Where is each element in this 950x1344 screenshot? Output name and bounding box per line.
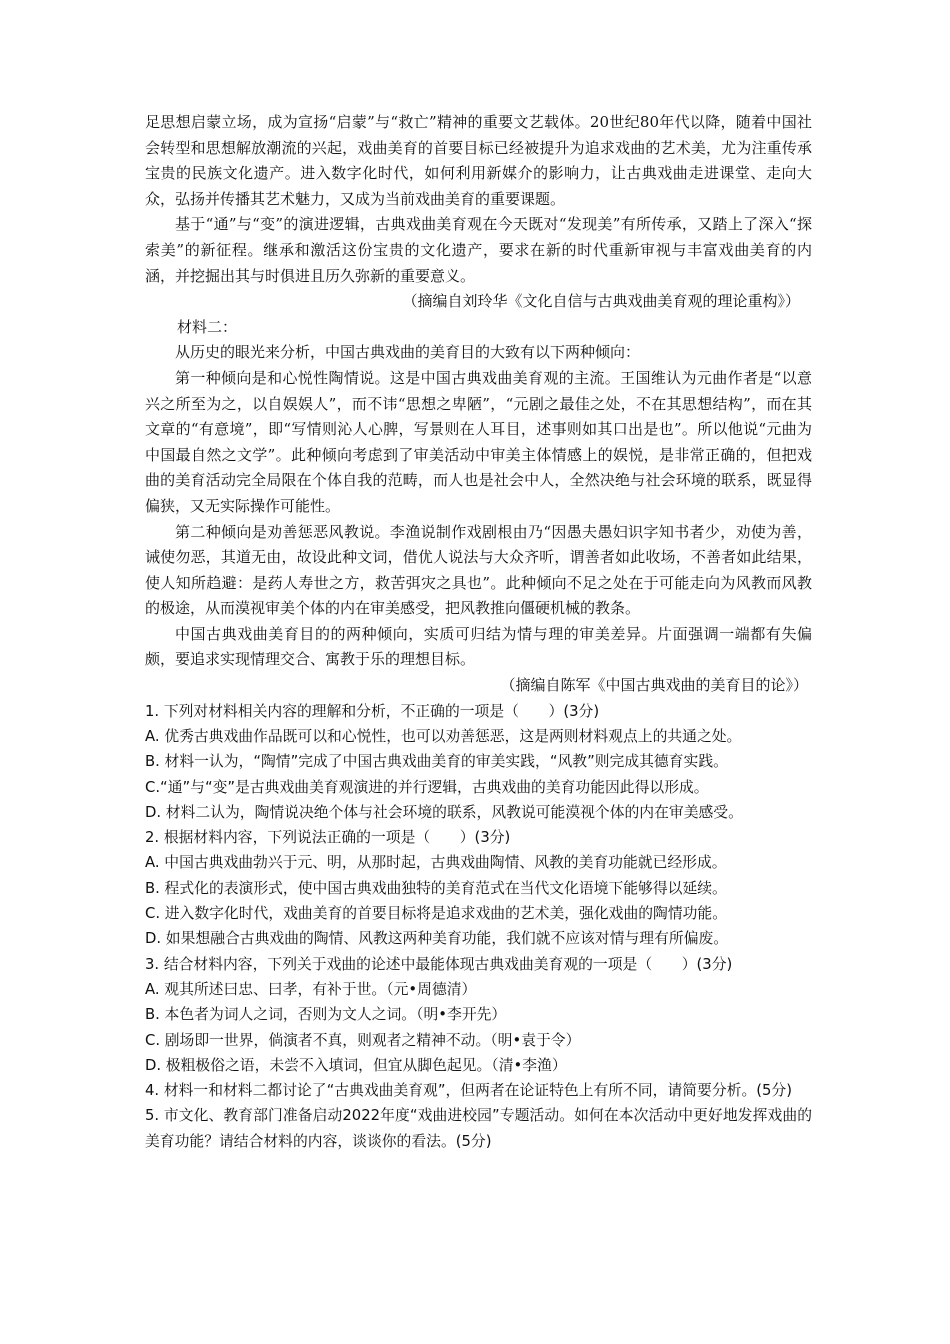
page-content bbox=[145, 110, 812, 1154]
question-stem: 2. 根据材料内容，下列说法正确的一项是（ ）(3分) bbox=[145, 829, 511, 847]
question-5 bbox=[145, 1103, 812, 1154]
question-4 bbox=[145, 1078, 812, 1103]
material-two-paragraph: 第一种倾向是和心悦性陶情说。这是中国古典戏曲美育观的主流。王国维认为元曲作者是“以意兴之所至为之，以自娱娱人”，而不讳“思想之卑陋”，“元剧之最佳之处，不在其思想结构”，而在其文章的“有意境”，即“写情则沁人心脾，写景则在人耳目，述事则如其口出是也”。所以他说“元曲为中国最自然之文学”。此种倾向考虑到了审美活动中审美主体情感上的娱悦，是非常正确的，但把戏曲的美育活动完全局限在个体自我的范畴，而人也是社会中人，全然决绝与社会环境的联系，既显得偏狭，又无实际操作可能性。 bbox=[145, 368, 812, 515]
material-one-source: （摘编自刘玲华《文化自信与古典戏曲美育观的理论重构》） bbox=[402, 292, 800, 311]
question-option: D. 如果想融合古典戏曲的陶情、风教这两种美育功能，我们就不应该对情与理有所偏废。 bbox=[145, 930, 729, 948]
question-option: C. 进入数字化时代，戏曲美育的首要目标将是追求戏曲的艺术美，强化戏曲的陶情功能。 bbox=[145, 905, 728, 923]
question-stem: 4. 材料一和材料二都讨论了“古典戏曲美育观”，但两者在论证特色上有所不同，请简要分析。(5分) bbox=[145, 1082, 792, 1100]
question-2 bbox=[145, 825, 812, 951]
material-two-source: （摘编自陈军《中国古典戏曲的美育目的论》） bbox=[500, 676, 808, 695]
question-option: B. 程式化的表演形式，使中国古典戏曲独特的美育范式在当代文化语境下能够得以延续。 bbox=[145, 879, 727, 897]
question-stem: 5. 市文化、教育部门准备启动2022年度“戏曲进校园”专题活动。如何在本次活动中更好地发挥戏曲的美育功能？请结合材料的内容，谈谈你的看法。(5分) bbox=[145, 1107, 812, 1150]
question-option: A. 观其所述曰忠、曰孝，有补于世。（元•周德清） bbox=[145, 980, 477, 998]
question-option: C. 剧场即一世界，倘演者不真，则观者之精神不动。（明•袁于令） bbox=[145, 1031, 581, 1049]
question-option: D. 材料二认为，陶情说决绝个体与社会环境的联系，风教说可能漠视个体的内在审美感受。 bbox=[145, 803, 743, 821]
material-two-section bbox=[145, 315, 812, 699]
question-option: C.“通”与“变”是古典戏曲美育观演进的并行逻辑，古典戏曲的美育功能因此得以形成。 bbox=[145, 778, 709, 796]
material-one-paragraph: 足思想启蒙立场，成为宣扬“启蒙”与“救亡”精神的重要文艺载体。20世纪80年代以降，随着中国社会转型和思想解放潮流的兴起，戏曲美育的首要目标已经被提升为追求戏曲的艺术美，尤为注重传承宝贵的民族文化遗产。进入数字化时代，如何利用新媒介的影响力，让古典戏曲走进课堂、走向大众，弘扬并传播其艺术魅力，又成为当前戏曲美育的重要课题。 bbox=[145, 113, 812, 208]
material-two-paragraph: 第二种倾向是劝善惩恶风教说。李渔说制作戏剧根由乃“因愚夫愚妇识字知书者少，劝使为善，诫使勿恶，其道无由，故设此种文词，借优人说法与大众齐听，谓善者如此收场，不善者如此结果，使人知所趋避：是药人寿世之方，救苦弭灾之具也”。此种倾向不足之处在于可能走向为风教而风教的极途，从而漠视审美个体的内在审美感受，把风教推向僵硬机械的教条。 bbox=[145, 522, 812, 618]
question-3 bbox=[145, 952, 812, 1078]
question-option: B. 材料一认为，“陶情”完成了中国古典戏曲美育的审美实践，“风教”则完成其德育实践。 bbox=[145, 753, 728, 771]
material-one-paragraph: 基于“通”与“变”的演进逻辑，古典戏曲美育观在今天既对“发现美”有所传承，又踏上了深入“探索美”的新征程。继承和激活这份宝贵的文化遗产，要求在新的时代重新审视与丰富戏曲美育的内涵，并挖掘出其与时俱进且历久弥新的重要意义。 bbox=[145, 215, 812, 285]
material-two-paragraph: 中国古典戏曲美育目的的两种倾向，实质可归结为情与理的审美差异。片面强调一端都有失偏颇，要追求实现情理交合、寓教于乐的理想目标。 bbox=[145, 624, 812, 669]
material-two-label: 材料二： bbox=[177, 317, 238, 336]
material-two-paragraph: 从历史的眼光来分析，中国古典戏曲的美育目的大致有以下两种倾向： bbox=[175, 343, 641, 362]
material-one-section bbox=[145, 110, 812, 315]
question-option: A. 中国古典戏曲勃兴于元、明，从那时起，古典戏曲陶情、风教的美育功能就已经形成。 bbox=[145, 854, 727, 872]
question-option: A. 优秀古典戏曲作品既可以和心悦性，也可以劝善惩恶，这是两则材料观点上的共通之处。 bbox=[145, 727, 742, 745]
question-stem: 1. 下列对材料相关内容的理解和分析，不正确的一项是（ ）(3分) bbox=[145, 702, 600, 720]
question-1 bbox=[145, 699, 812, 825]
question-option: B. 本色者为词人之词，否则为文人之词。（明•李开先） bbox=[145, 1006, 507, 1024]
question-stem: 3. 结合材料内容，下列关于戏曲的论述中最能体现古典戏曲美育观的一项是（ ）(3分) bbox=[145, 955, 733, 973]
question-option: D. 极粗极俗之语，未尝不入填词，但宜从脚色起见。（清•李渔） bbox=[145, 1056, 567, 1074]
questions-section bbox=[145, 699, 812, 1154]
